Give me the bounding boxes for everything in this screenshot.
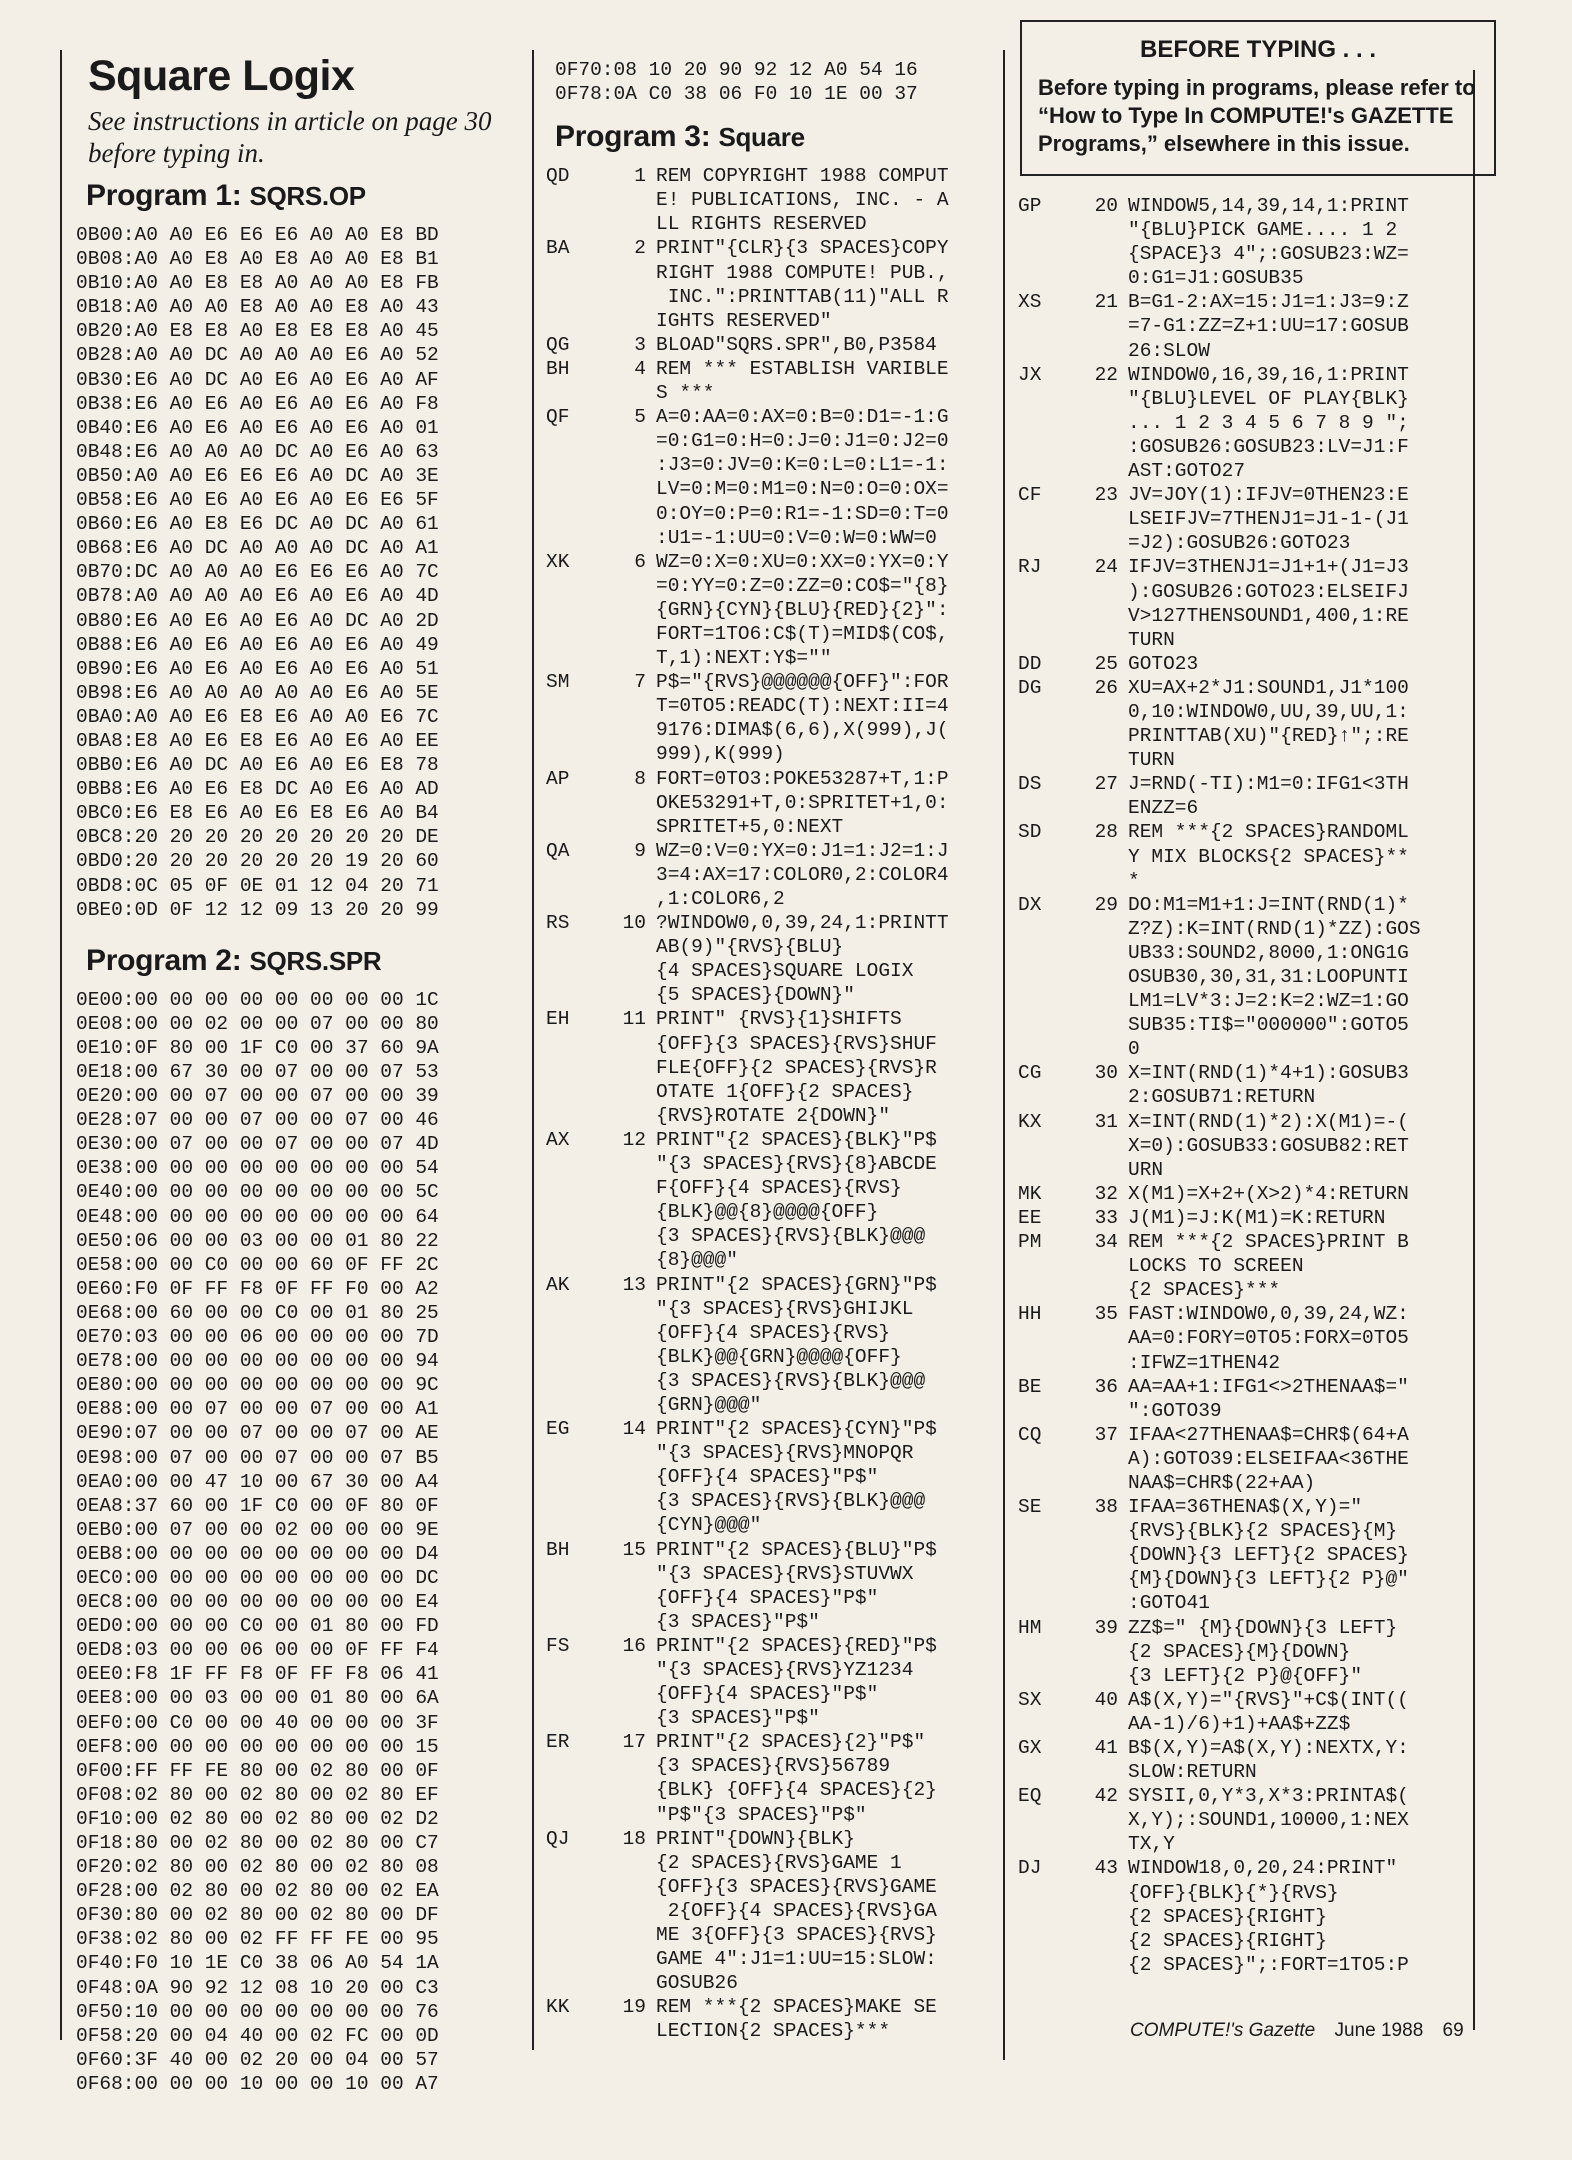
line-number: 24: [1094, 556, 1118, 579]
checksum: EH: [546, 1008, 570, 1031]
basic-line: [1018, 555, 1421, 651]
basic-line: [546, 1634, 949, 1730]
program2.lines-line: 0E38:00 00 00 00 00 00 00 00 54: [76, 1157, 439, 1180]
line-number: 12: [622, 1128, 646, 1151]
statement: IFAA<27THENAA$=CHR$(64+A A):GOTO39:ELSEIFAA<36THE NAA$=CHR$(22+AA): [1128, 1423, 1409, 1494]
statement: BLOAD"SQRS.SPR",B0,P3584: [656, 333, 937, 356]
program2.lines-line: 0F18:80 00 02 80 00 02 80 00 C7: [76, 1832, 439, 1854]
line-number: 34: [1094, 1231, 1118, 1254]
statement: IFJV=3THENJ1=J1+1+(J1=J3 ):GOSUB26:GOTO23:ELSEIFJ V>127THENSOUND1,400,1:RE TURN: [1128, 556, 1409, 651]
column-1: [62, 0, 532, 2160]
program1.lines-line: 0B50:A0 A0 E6 E6 E6 A0 DC A0 3E: [76, 464, 439, 487]
program2.lines-line: 0E58:00 00 C0 00 00 60 0F FF 2C: [76, 1253, 439, 1276]
statement: REM *** ESTABLISH VARIBLE S ***: [656, 357, 949, 405]
program1.lines-line: 0B20:A0 E8 E8 A0 E8 E8 E8 A0 45: [76, 320, 439, 343]
basic-line: [1018, 483, 1421, 555]
checksum: HM: [1018, 1616, 1042, 1639]
program1.lines-line: 0BD0:20 20 20 20 20 20 19 20 60: [76, 850, 439, 873]
checksum: DS: [1018, 773, 1042, 796]
program2.lines-line: 0E08:00 00 02 00 00 07 00 00 80: [76, 1012, 439, 1035]
statement: REM ***{2 SPACES}RANDOML Y MIX BLOCKS{2 SPACES}** *: [1128, 821, 1409, 892]
line-number: 35: [1094, 1303, 1118, 1326]
statement: P$="{RVS}@@@@@@{OFF}":FOR T=0TO5:READC(T):NEXT:II=4 9176:DIMA$(6,6),X(999),J( 999),K(999): [656, 671, 949, 766]
basic-line: [1018, 1423, 1421, 1495]
checksum: QA: [546, 839, 570, 862]
line-number: 29: [1094, 893, 1118, 916]
checksum: CG: [1018, 1062, 1042, 1085]
program1.lines-line: 0B38:E6 A0 E6 A0 E6 A0 E6 A0 F8: [76, 392, 439, 415]
line-number: 6: [634, 550, 646, 573]
basic-line: [546, 1128, 949, 1273]
line-number: 15: [622, 1538, 646, 1561]
statement: PRINT"{2 SPACES}{CYN}"P$ "{3 SPACES}{RVS}MNOPQR {OFF}{4 SPACES}"P$" {3 SPACES}{RVS}{BLK}@@@ {CYN}@@@": [656, 1418, 937, 1537]
line-number: 11: [622, 1008, 646, 1031]
program1.lines-line: 0B98:E6 A0 A0 A0 A0 A0 E6 A0 5E: [76, 681, 439, 704]
statement: GOTO23: [1128, 652, 1199, 675]
checksum: QD: [546, 165, 570, 188]
statement: PRINT"{CLR}{3 SPACES}COPY RIGHT 1988 COMPUTE! PUB., INC.":PRINTTAB(11)"ALL R IGHTS RESERVED": [656, 237, 949, 332]
basic-line: [1018, 1495, 1421, 1615]
program2.lines-line: 0F40:F0 10 1E C0 38 06 A0 54 1A: [76, 1952, 439, 1975]
statement: A=0:AA=0:AX=0:B=0:D1=-1:G =0:G1=0:H=0:J=0:J1=0:J2=0 :J3=0:JV=0:K=0:L=0:L1=-1: LV=0:M=0:M1=0:N=0:O=0:OX= 0:OY=0:P=0:R1=-1:SD=0:T=0 :U1=-1:UU=0:V=0:W=0:WW=0: [656, 406, 949, 549]
basic-line: [1018, 290, 1421, 362]
line-number: 20: [1094, 195, 1118, 217]
line-number: 10: [622, 912, 646, 935]
program2.lines-line: 0F60:3F 40 00 02 20 00 04 00 57: [76, 2048, 439, 2071]
statement: PRINT"{2 SPACES}{RED}"P$ "{3 SPACES}{RVS}YZ1234 {OFF}{4 SPACES}"P$" {3 SPACES}"P$": [656, 1634, 937, 1730]
program2.lines-line: 0EC0:00 00 00 00 00 00 00 00 DC: [76, 1566, 439, 1589]
basic-line: [1018, 363, 1421, 483]
program2.lines-line: 0F20:02 80 00 02 80 00 02 80 08: [76, 1856, 439, 1879]
checksum: KX: [1018, 1110, 1042, 1133]
line-number: 3: [634, 333, 646, 356]
program-1-filename: SQRS.OP: [249, 181, 366, 211]
checksum: PM: [1018, 1231, 1042, 1254]
checksum: DG: [1018, 676, 1042, 699]
checksum: DX: [1018, 893, 1042, 916]
basic-line: [1018, 194, 1421, 290]
basic-line: [1018, 1784, 1421, 1856]
line-number: 41: [1094, 1737, 1118, 1759]
basic-line: [1018, 1110, 1421, 1182]
program2.tail_lines-line: 0F78:0A C0 38 06 F0 10 1E 00 37: [555, 83, 918, 106]
program1.lines-line: 0B00:A0 A0 E6 E6 E6 A0 A0 E8 BD: [76, 224, 439, 246]
program1.lines-line: 0B70:DC A0 A0 A0 E6 E6 E6 A0 7C: [76, 561, 439, 584]
basic-line: [546, 164, 949, 236]
notice-body: Before typing in programs, please refer to “How to Type In COMPUTE!'s GAZETTE Programs,” elsewhere in this issue.: [1038, 75, 1476, 156]
checksum: AK: [546, 1273, 570, 1296]
line-number: 26: [1094, 676, 1118, 699]
program2.lines-line: 0E00:00 00 00 00 00 00 00 00 1C: [76, 988, 439, 1011]
basic-line: [546, 670, 949, 766]
basic-line: [546, 357, 949, 405]
line-number: 7: [634, 671, 646, 694]
statement: IFAA=36THENA$(X,Y)=" {RVS}{BLK}{2 SPACES}{M} {DOWN}{3 LEFT}{2 SPACES} {M}{DOWN}{3 LEFT}{2 P}@" :GOTO41: [1128, 1496, 1409, 1615]
statement: WZ=0:V=0:YX=0:J1=1:J2=1:J 3=4:AX=17:COLOR0,2:COLOR4 ,1:COLOR6,2: [656, 839, 949, 910]
program2.lines-line: 0F08:02 80 00 02 80 00 02 80 EF: [76, 1783, 439, 1806]
basic-line: [1018, 1061, 1421, 1109]
basic-line: [546, 1417, 949, 1537]
statement: DO:M1=M1+1:J=INT(RND(1)* Z?Z):K=INT(RND(1)*ZZ):GOS UB33:SOUND2,8000,1:ONG1G OSUB30,30,31,31:LOOPUNTI LM1=LV*3:J=2:K=2:WZ=1:GO SUB35:TI$="000000":GOTO5 0: [1128, 893, 1421, 1061]
article-intro: See instructions in article on page 30 before typing in.: [88, 106, 492, 168]
basic-line: [546, 405, 949, 550]
statement: B$(X,Y)=A$(X,Y):NEXTX,Y: SLOW:RETURN: [1128, 1737, 1409, 1784]
checksum: EG: [546, 1418, 570, 1441]
checksum: SE: [1018, 1496, 1042, 1519]
line-number: 43: [1094, 1857, 1118, 1880]
page-footer: [1130, 2020, 1464, 2042]
program2.lines-line: 0F30:80 00 02 80 00 02 80 00 DF: [76, 1904, 439, 1927]
statement: X(M1)=X+2+(X>2)*4:RETURN: [1128, 1182, 1409, 1205]
program2.lines-line: 0E10:0F 80 00 1F C0 00 37 60 9A: [76, 1036, 439, 1059]
program1.lines-line: 0BC0:E6 E8 E6 A0 E6 E8 E6 A0 B4: [76, 802, 439, 825]
basic-line: [546, 550, 949, 670]
checksum: QG: [546, 333, 570, 356]
program2.lines-line: 0EA8:37 60 00 1F C0 00 0F 80 0F: [76, 1494, 439, 1517]
statement: PRINT"{DOWN}{BLK} {2 SPACES}{RVS}GAME 1 {OFF}{3 SPACES}{RVS}GAME 2{OFF}{4 SPACES}{RVS}GA ME 3{OFF}{3 SPACES}{RVS} GAME 4":J1=1:UU=15:SLOW: GOSUB26: [656, 1827, 937, 1995]
article-title: Square Logix: [88, 52, 355, 100]
basic-line: [1018, 1375, 1421, 1423]
statement: PRINT"{2 SPACES}{GRN}"P$ "{3 SPACES}{RVS}GHIJKL {OFF}{4 SPACES}{RVS} {BLK}@@{GRN}@@@@{OFF} {3 SPACES}{RVS}{BLK}@@@ {GRN}@@@": [656, 1273, 937, 1416]
basic-line: [546, 1827, 949, 1996]
statement: X=INT(RND(1)*2):X(M1)=-( X=0):GOSUB33:GOSUB82:RET URN: [1128, 1110, 1409, 1181]
program1.lines-line: 0B88:E6 A0 E6 A0 E6 A0 E6 A0 49: [76, 633, 439, 656]
line-number: 27: [1094, 773, 1118, 796]
program1.lines-line: 0B78:A0 A0 A0 A0 E6 A0 E6 A0 4D: [76, 585, 439, 608]
program1.lines-line: 0B40:E6 A0 E6 A0 E6 A0 E6 A0 01: [76, 416, 439, 439]
basic-line: [1018, 1206, 1421, 1230]
basic-line: [546, 1007, 949, 1127]
program1.lines-line: 0B58:E6 A0 E6 A0 E6 A0 E6 E6 5F: [76, 489, 439, 512]
line-number: 23: [1094, 484, 1118, 507]
statement: WINDOW5,14,39,14,1:PRINT "{BLU}PICK GAME.... 1 2 {SPACE}3 4";:GOSUB23:WZ= 0:G1=J1:GOSUB35: [1128, 195, 1409, 290]
program2.lines-line: 0E70:03 00 00 06 00 00 00 00 7D: [76, 1326, 439, 1349]
statement: JV=JOY(1):IFJV=0THEN23:E LSEIFJV=7THENJ1=J1-1-(J1 =J2):GOSUB26:GOTO23: [1128, 484, 1409, 555]
program1.lines-line: 0BC8:20 20 20 20 20 20 20 20 DE: [76, 826, 439, 849]
program2.lines-line: 0F28:00 02 80 00 02 80 00 02 EA: [76, 1880, 439, 1903]
checksum: KK: [546, 1996, 570, 2019]
line-number: 21: [1094, 291, 1118, 314]
footer-magazine: COMPUTE!'s Gazette: [1130, 2020, 1316, 2041]
line-number: 42: [1094, 1785, 1118, 1808]
line-number: 37: [1094, 1423, 1118, 1446]
program-1-heading: [86, 179, 532, 213]
column-rule-1: [532, 50, 534, 2050]
program1.lines-line: 0BB8:E6 A0 E6 E8 DC A0 E6 A0 AD: [76, 778, 439, 801]
line-number: 38: [1094, 1496, 1118, 1519]
statement: ZZ$=" {M}{DOWN}{3 LEFT} {2 SPACES}{M}{DOWN} {3 LEFT}{2 P}@{OFF}": [1128, 1616, 1398, 1687]
line-number: 8: [634, 767, 646, 790]
program1.lines-line: 0BE0:0D 0F 12 12 09 13 20 20 99: [76, 898, 439, 921]
basic-line: [546, 1273, 949, 1418]
line-number: 22: [1094, 363, 1118, 386]
basic-line: [1018, 820, 1421, 892]
checksum: BH: [546, 357, 570, 380]
checksum: MK: [1018, 1182, 1042, 1205]
checksum: HH: [1018, 1303, 1042, 1326]
statement: J=RND(-TI):M1=0:IFG1<3TH ENZZ=6: [1128, 773, 1409, 820]
basic-line: [546, 236, 949, 332]
checksum: DJ: [1018, 1857, 1042, 1880]
program1.lines-line: 0B10:A0 A0 E8 E8 A0 A0 A0 E8 FB: [76, 272, 439, 295]
statement: FAST:WINDOW0,0,39,24,WZ: AA=0:FORY=0TO5:FORX=0TO5 :IFWZ=1THEN42: [1128, 1303, 1409, 1374]
checksum: SM: [546, 671, 570, 694]
program1.lines-line: 0B48:E6 A0 A0 A0 DC A0 E6 A0 63: [76, 440, 439, 463]
program-3-filename: Square: [718, 122, 805, 153]
line-number: 28: [1094, 821, 1118, 844]
program2.lines-line: 0EF8:00 00 00 00 00 00 00 00 15: [76, 1735, 439, 1758]
program2.lines-line: 0E60:F0 0F FF F8 0F FF F0 00 A2: [76, 1277, 439, 1300]
line-number: 19: [622, 1996, 646, 2019]
program2.lines-line: 0F38:02 80 00 02 FF FF FE 00 95: [76, 1928, 439, 1951]
program-3-listing-part-1: [546, 164, 949, 2043]
program-2-filename: SQRS.SPR: [249, 945, 382, 976]
line-number: 9: [634, 839, 646, 862]
program1.lines-line: 0BA0:A0 A0 E6 E8 E6 A0 A0 E6 7C: [76, 705, 439, 728]
checksum: RS: [546, 912, 570, 935]
program2.lines-line: 0E90:07 00 00 07 00 00 07 00 AE: [76, 1422, 439, 1445]
program2.lines-line: 0EC8:00 00 00 00 00 00 00 00 E4: [76, 1591, 439, 1614]
statement: REM ***{2 SPACES}MAKE SE LECTION{2 SPACES}***: [656, 1996, 937, 2043]
program2.lines-line: 0E68:00 60 00 00 C0 00 01 80 25: [76, 1301, 439, 1324]
checksum: SD: [1018, 821, 1042, 844]
line-number: 25: [1094, 652, 1118, 675]
statement: PRINT"{2 SPACES}{BLU}"P$ "{3 SPACES}{RVS}STUVWX {OFF}{4 SPACES}"P$" {3 SPACES}"P$": [656, 1538, 937, 1633]
program1.lines-line: 0BA8:E8 A0 E6 E8 E6 A0 E6 A0 EE: [76, 729, 439, 752]
program1.lines-line: 0B30:E6 A0 DC A0 E6 A0 E6 A0 AF: [76, 368, 439, 391]
statement: WZ=0:X=0:XU=0:XX=0:YX=0:Y =0:YY=0:Z=0:ZZ=0:CO$="{8} {GRN}{CYN}{BLU}{RED}{2}": FORT=1TO6:C$(T)=MID$(CO$, T,1):NEXT:Y$="": [656, 550, 949, 670]
program-3-label: Program 3:: [555, 120, 711, 154]
notice-heading: BEFORE TYPING . . .: [1139, 36, 1377, 63]
line-number: 31: [1094, 1110, 1118, 1133]
basic-line: [1018, 772, 1421, 820]
column-2: [540, 0, 995, 2160]
statement: WINDOW18,0,20,24:PRINT" {OFF}{BLK}{*}{RVS} {2 SPACES}{RIGHT} {2 SPACES}{RIGHT} {2 SPACES}";:FORT=1TO5:P: [1128, 1857, 1409, 1976]
basic-line: [1018, 1688, 1421, 1736]
before-typing-notice: [1020, 20, 1496, 176]
program2.lines-line: 0E88:00 00 07 00 00 07 00 00 A1: [76, 1398, 439, 1421]
program1.lines-line: 0B80:E6 A0 E6 A0 E6 A0 DC A0 2D: [76, 609, 439, 632]
basic-line: [546, 911, 949, 1007]
checksum: SX: [1018, 1688, 1042, 1711]
checksum: CQ: [1018, 1423, 1042, 1446]
program2.lines-line: 0EE8:00 00 03 00 00 01 80 00 6A: [76, 1687, 439, 1710]
program1.lines-line: 0BB0:E6 A0 DC A0 E6 A0 E6 E8 78: [76, 754, 439, 777]
program1.lines-line: 0BD8:0C 05 0F 0E 01 12 04 20 71: [76, 874, 439, 897]
column-rule-2: [1003, 50, 1005, 2060]
checksum: JX: [1018, 363, 1042, 386]
program2.tail_lines-line: 0F70:08 10 20 90 92 12 A0 54 16: [555, 59, 918, 81]
line-number: 39: [1094, 1616, 1118, 1639]
checksum: XS: [1018, 291, 1042, 314]
program2.lines-line: 0EA0:00 00 47 10 00 67 30 00 A4: [76, 1470, 439, 1493]
checksum: RJ: [1018, 556, 1042, 579]
program-2-heading: [86, 944, 532, 978]
basic-line: [546, 1538, 949, 1634]
program2.lines-line: 0E98:00 07 00 00 07 00 00 07 B5: [76, 1446, 439, 1469]
program2.lines-line: 0E30:00 07 00 00 07 00 00 07 4D: [76, 1133, 439, 1156]
basic-line: [1018, 1736, 1421, 1784]
basic-line: [1018, 1616, 1421, 1688]
checksum: EE: [1018, 1206, 1042, 1229]
basic-line: [546, 839, 949, 911]
program2.lines-line: 0F68:00 00 00 10 00 00 10 00 A7: [76, 2072, 439, 2095]
program-2-label: Program 2:: [86, 943, 242, 977]
statement: B=G1-2:AX=15:J1=1:J3=9:Z =7-G1:ZZ=Z+1:UU=17:GOSUB 26:SLOW: [1128, 291, 1409, 362]
program2.lines-line: 0E80:00 00 00 00 00 00 00 00 9C: [76, 1374, 439, 1397]
footer-page: 69: [1442, 2020, 1464, 2041]
checksum: BH: [546, 1538, 570, 1561]
checksum: QJ: [546, 1827, 570, 1850]
basic-line: [1018, 1230, 1421, 1302]
program2.lines-line: 0EF0:00 C0 00 00 40 00 00 00 3F: [76, 1711, 439, 1734]
basic-line: [1018, 1182, 1421, 1206]
statement: A$(X,Y)="{RVS}"+C$(INT(( AA-1)/6)+1)+AA$+ZZ$: [1128, 1688, 1409, 1735]
statement: XU=AX+2*J1:SOUND1,J1*100 0,10:WINDOW0,UU,39,UU,1: PRINTTAB(XU)"{RED}↑";:RE TURN: [1128, 676, 1409, 772]
basic-line: [1018, 1302, 1421, 1374]
checksum: AP: [546, 767, 570, 790]
line-number: 13: [622, 1273, 646, 1296]
program-3-listing-part-2: [1018, 194, 1421, 1977]
program2.lines-line: 0EB8:00 00 00 00 00 00 00 00 D4: [76, 1542, 439, 1565]
basic-line: [1018, 893, 1421, 1062]
checksum: ER: [546, 1731, 570, 1754]
checksum: EQ: [1018, 1785, 1042, 1808]
statement: X=INT(RND(1)*4+1):GOSUB3 2:GOSUB71:RETURN: [1128, 1062, 1409, 1109]
statement: J(M1)=J:K(M1)=K:RETURN: [1128, 1206, 1386, 1229]
checksum: AX: [546, 1128, 570, 1151]
checksum: DD: [1018, 652, 1042, 675]
basic-line: [546, 1995, 949, 2043]
line-number: 1: [634, 165, 646, 188]
statement: SYSII,0,Y*3,X*3:PRINTA$( X,Y);:SOUND1,10000,1:NEX TX,Y: [1128, 1785, 1409, 1856]
program2.lines-line: 0E40:00 00 00 00 00 00 00 00 5C: [76, 1181, 439, 1204]
program-2-listing: [76, 988, 532, 2096]
checksum: GX: [1018, 1737, 1042, 1759]
checksum: BA: [546, 237, 570, 260]
checksum: FS: [546, 1634, 570, 1657]
line-number: 16: [622, 1634, 646, 1657]
checksum: BE: [1018, 1375, 1042, 1398]
program-1-listing: [76, 223, 532, 922]
program2.lines-line: 0E48:00 00 00 00 00 00 00 00 64: [76, 1205, 439, 1228]
program1.lines-line: 0B68:E6 A0 DC A0 A0 A0 DC A0 A1: [76, 537, 439, 560]
program1.lines-line: 0B90:E6 A0 E6 A0 E6 A0 E6 A0 51: [76, 657, 439, 680]
checksum: XK: [546, 550, 570, 573]
line-number: 17: [622, 1731, 646, 1754]
basic-line: [1018, 652, 1421, 676]
program1.lines-line: 0B08:A0 A0 E8 A0 E8 A0 A0 E8 B1: [76, 248, 439, 271]
program1.lines-line: 0B18:A0 A0 A0 E8 A0 A0 E8 A0 43: [76, 296, 439, 319]
program2.lines-line: 0ED8:03 00 00 06 00 00 0F FF F4: [76, 1639, 439, 1662]
statement: PRINT"{2 SPACES}{2}"P$" {3 SPACES}{RVS}56789 {BLK} {OFF}{4 SPACES}{2} "P$"{3 SPACES}"P$": [656, 1731, 937, 1826]
line-number: 33: [1094, 1206, 1118, 1229]
program2.lines-line: 0E78:00 00 00 00 00 00 00 00 94: [76, 1350, 439, 1373]
statement: PRINT" {RVS}{1}SHIFTS {OFF}{3 SPACES}{RVS}SHUF FLE{OFF}{2 SPACES}{RVS}R OTATE 1{OFF}{2 SPACES} {RVS}ROTATE 2{DOWN}": [656, 1008, 937, 1127]
program2.lines-line: 0EB0:00 07 00 00 02 00 00 00 9E: [76, 1518, 439, 1541]
program2.lines-line: 0EE0:F8 1F FF F8 0F FF F8 06 41: [76, 1663, 439, 1686]
statement: AA=AA+1:IFG1<>2THENAA$=" ":GOTO39: [1128, 1375, 1409, 1422]
line-number: 36: [1094, 1375, 1118, 1398]
basic-line: [546, 333, 949, 357]
line-number: 14: [622, 1418, 646, 1441]
program2.lines-line: 0F10:00 02 80 00 02 80 00 02 D2: [76, 1807, 439, 1830]
line-number: 4: [634, 357, 646, 380]
statement: WINDOW0,16,39,16,1:PRINT "{BLU}LEVEL OF PLAY{BLK} ... 1 2 3 4 5 6 7 8 9 "; :GOSUB26:GOSUB23:LV=J1:F AST:GOTO27: [1128, 363, 1409, 483]
checksum: CF: [1018, 484, 1042, 507]
line-number: 2: [634, 237, 646, 260]
column-3: [1010, 0, 1490, 2160]
program1.lines-line: 0B60:E6 A0 E8 E6 DC A0 DC A0 61: [76, 513, 439, 536]
checksum: QF: [546, 406, 570, 429]
program2.lines-line: 0ED0:00 00 00 C0 00 01 80 00 FD: [76, 1615, 439, 1638]
program2.lines-line: 0E28:07 00 00 07 00 00 07 00 46: [76, 1109, 439, 1132]
program2.lines-line: 0F00:FF FF FE 80 00 02 80 00 0F: [76, 1759, 439, 1782]
statement: REM ***{2 SPACES}PRINT B LOCKS TO SCREEN {2 SPACES}***: [1128, 1231, 1409, 1302]
program-3-heading: [555, 120, 995, 154]
line-number: 32: [1094, 1182, 1118, 1205]
line-number: 40: [1094, 1688, 1118, 1711]
statement: PRINT"{2 SPACES}{BLK}"P$ "{3 SPACES}{RVS}{8}ABCDE F{OFF}{4 SPACES}{RVS} {BLK}@@{8}@@@@{OFF} {3 SPACES}{RVS}{BLK}@@@ {8}@@@": [656, 1128, 937, 1272]
line-number: 5: [634, 406, 646, 429]
footer-issue: June 1988: [1334, 2020, 1424, 2041]
program2.lines-line: 0E50:06 00 00 03 00 00 01 80 22: [76, 1229, 439, 1252]
line-number: 18: [622, 1827, 646, 1850]
program2.lines-line: 0F58:20 00 04 40 00 02 FC 00 0D: [76, 2024, 439, 2047]
program2.lines-line: 0E20:00 00 07 00 00 07 00 00 39: [76, 1085, 439, 1108]
checksum: GP: [1018, 195, 1042, 217]
basic-line: [546, 767, 949, 839]
statement: FORT=0TO3:POKE53287+T,1:P OKE53291+T,0:SPRITET+1,0: SPRITET+5,0:NEXT: [656, 767, 949, 838]
program2.lines-line: 0F48:0A 90 92 12 08 10 20 00 C3: [76, 1976, 439, 1999]
basic-line: [1018, 1856, 1421, 1976]
program2.lines-line: 0E18:00 67 30 00 07 00 00 07 53: [76, 1061, 439, 1083]
statement: ?WINDOW0,0,39,24,1:PRINTT AB(9)"{RVS}{BLU} {4 SPACES}SQUARE LOGIX {5 SPACES}{DOWN}": [656, 912, 949, 1007]
program2.lines-line: 0F50:10 00 00 00 00 00 00 00 76: [76, 2000, 439, 2023]
line-number: 30: [1094, 1062, 1118, 1085]
program-1-label: Program 1:: [86, 179, 242, 212]
statement: REM COPYRIGHT 1988 COMPUT E! PUBLICATIONS, INC. - A LL RIGHTS RESERVED: [656, 165, 949, 236]
program1.lines-line: 0B28:A0 A0 DC A0 A0 A0 E6 A0 52: [76, 344, 439, 367]
basic-line: [546, 1730, 949, 1826]
program-2-listing-continued: [555, 58, 995, 106]
basic-line: [1018, 676, 1421, 772]
